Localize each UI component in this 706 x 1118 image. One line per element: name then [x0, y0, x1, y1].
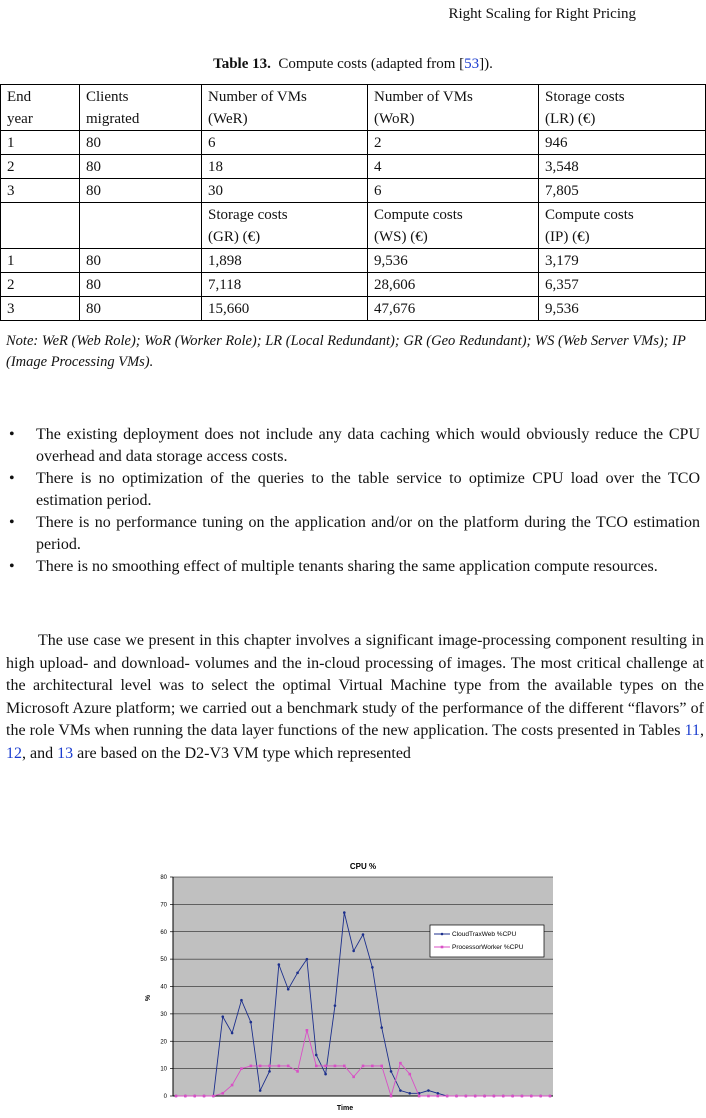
- data-point: [530, 1095, 533, 1098]
- header-line: [86, 226, 195, 248]
- data-point: [296, 972, 299, 975]
- data-point: [511, 1095, 514, 1098]
- y-tick-label: 80: [160, 875, 167, 881]
- data-point: [231, 1084, 234, 1087]
- data-point: [437, 1092, 440, 1095]
- data-point: [175, 1095, 178, 1098]
- data-point: [549, 1095, 552, 1098]
- data-point: [437, 1095, 440, 1098]
- data-point: [287, 988, 290, 991]
- data-point: [259, 1065, 262, 1068]
- header-line: (GR) (€): [208, 229, 261, 245]
- body-paragraph: [0, 630, 704, 765]
- table-note: Note: WeR (Web Role); WoR (Worker Role); LR (Local Redundant); GR (Geo Redundant); WS (Web Server VMs); IP (Image Processing VMs).: [6, 333, 686, 370]
- y-tick-label: 0: [163, 1094, 167, 1100]
- header-line: (IP) (€): [545, 229, 590, 245]
- table-cell: 15,660: [202, 297, 368, 321]
- legend-box: [430, 925, 544, 957]
- table-header-cell: [1, 85, 80, 131]
- data-point: [240, 999, 243, 1002]
- data-point: [296, 1070, 299, 1073]
- table-cell: 6: [202, 131, 368, 155]
- data-point: [390, 1070, 393, 1073]
- data-point: [334, 1004, 337, 1007]
- list-item: • There is no performance tuning on the application and/or on the platform during the TCO estimation period.: [0, 512, 706, 556]
- data-point: [474, 1095, 477, 1098]
- table-cell: 9,536: [368, 249, 539, 273]
- y-tick-label: 10: [160, 1066, 167, 1073]
- paragraph-text: The use case we present in this chapter involves a significant image-processing component resulting in high upload- and download- volumes and the in-cloud processing of images. The most critical challenge at the architectural level was to select the optimal Virtual Machine type from the available types on the Microsoft Azure platform; we carried out a benchmark study of the performance of the different “flavors” of the role VMs when running the data layer functions of the new application. The costs presented in Tables: [6, 632, 704, 739]
- data-point: [184, 1095, 187, 1098]
- table-row: [1, 249, 706, 273]
- data-point: [446, 1095, 449, 1098]
- y-axis-ticks: [160, 875, 173, 1100]
- chart-title: CPU %: [349, 862, 377, 871]
- data-point: [343, 911, 346, 914]
- data-point: [250, 1065, 253, 1068]
- data-point: [371, 966, 374, 969]
- table-header-cell: [368, 203, 539, 249]
- y-tick-label: 30: [160, 1011, 167, 1018]
- data-point: [521, 1095, 524, 1098]
- data-point: [483, 1095, 486, 1098]
- data-point: [212, 1095, 215, 1098]
- table-cell: 2: [1, 155, 80, 179]
- data-point: [240, 1067, 243, 1070]
- data-point: [315, 1065, 318, 1068]
- table-header-row: [1, 85, 706, 131]
- data-point: [390, 1095, 393, 1098]
- table-cell: 80: [80, 249, 202, 273]
- running-head: Right Scaling for Right Pricing: [448, 6, 636, 22]
- data-point: [343, 1065, 346, 1068]
- y-tick-label: 40: [160, 984, 167, 991]
- data-point: [399, 1089, 402, 1092]
- table-header-cell: [539, 85, 706, 131]
- table-caption-label: Table 13.: [213, 56, 271, 72]
- table-cell: 1,898: [202, 249, 368, 273]
- data-point: [539, 1095, 542, 1098]
- data-point: [278, 963, 281, 966]
- table-cell: 28,606: [368, 273, 539, 297]
- table-cell: 80: [80, 273, 202, 297]
- data-point: [427, 1089, 430, 1092]
- legend-marker-worker: [441, 946, 444, 949]
- header-line: Number of VMs: [374, 89, 473, 105]
- table-ref-link-11[interactable]: 11: [684, 722, 700, 739]
- table-caption-citation-link[interactable]: 53: [464, 56, 480, 72]
- table-caption-text: Compute costs (adapted from [: [278, 56, 465, 72]
- list-item: • The existing deployment does not include any data caching which would obviously reduce the CPU overhead and data storage access costs.: [0, 424, 706, 468]
- header-line: [7, 204, 73, 226]
- table-cell: 80: [80, 155, 202, 179]
- table-header-cell: [202, 85, 368, 131]
- chart-legend: [430, 925, 544, 957]
- header-line: [86, 204, 195, 226]
- header-line: Storage costs: [208, 207, 288, 223]
- data-point: [324, 1073, 327, 1076]
- table-cell: 80: [80, 131, 202, 155]
- y-tick-label: 50: [160, 957, 167, 964]
- data-point: [287, 1065, 290, 1068]
- data-point: [362, 933, 365, 936]
- y-axis-label: %: [145, 994, 152, 1002]
- data-point: [203, 1095, 206, 1098]
- table-header-cell: [368, 85, 539, 131]
- header-line: Clients: [86, 89, 129, 105]
- table-caption-end: ]).: [479, 56, 493, 72]
- data-point: [427, 1095, 430, 1098]
- data-point: [193, 1095, 196, 1098]
- table-header-cell: [80, 85, 202, 131]
- legend-label-web: CloudTraxWeb %CPU: [452, 931, 517, 938]
- table-header-cell: [80, 203, 202, 249]
- data-point: [371, 1065, 374, 1068]
- table-cell: 7,118: [202, 273, 368, 297]
- table-cell: 4: [368, 155, 539, 179]
- data-point: [278, 1065, 281, 1068]
- data-point: [502, 1095, 505, 1098]
- data-point: [399, 1062, 402, 1065]
- data-point: [268, 1065, 271, 1068]
- table-cell: 1: [1, 131, 80, 155]
- table-cell: 80: [80, 297, 202, 321]
- table-header-cell: [539, 203, 706, 249]
- data-point: [455, 1095, 458, 1098]
- data-point: [352, 950, 355, 953]
- table-cell: 3,179: [539, 249, 706, 273]
- table-cell: 80: [80, 179, 202, 203]
- table-cell: 30: [202, 179, 368, 203]
- header-line: (WoR): [374, 111, 415, 127]
- header-line: (WeR): [208, 111, 248, 127]
- data-point: [418, 1095, 421, 1098]
- list-item: • There is no smoothing effect of multiple tenants sharing the same application compute resources.: [0, 556, 706, 578]
- table-row: [1, 297, 706, 321]
- data-point: [465, 1095, 468, 1098]
- data-point: [324, 1065, 327, 1068]
- table-row: [1, 155, 706, 179]
- data-point: [408, 1073, 411, 1076]
- table-header-row: [1, 203, 706, 249]
- data-point: [221, 1092, 224, 1095]
- table-ref-link-13[interactable]: 13: [57, 744, 74, 762]
- header-line: Number of VMs: [208, 89, 307, 105]
- legend-marker-web: [441, 933, 444, 936]
- paragraph-sep: , and: [22, 744, 58, 762]
- header-line: year: [7, 111, 33, 127]
- table-header-cell: [202, 203, 368, 249]
- data-point: [380, 1065, 383, 1068]
- table-cell: 9,536: [539, 297, 706, 321]
- table-header-cell: [1, 203, 80, 249]
- header-line: migrated: [86, 111, 140, 127]
- data-point: [334, 1065, 337, 1068]
- y-tick-label: 20: [160, 1039, 167, 1046]
- data-point: [306, 1029, 309, 1032]
- table-cell: 18: [202, 155, 368, 179]
- data-point: [250, 1021, 253, 1024]
- table-caption: [0, 56, 706, 73]
- y-tick-label: 60: [160, 929, 167, 936]
- y-tick-label: 70: [160, 902, 167, 909]
- table-row: [1, 179, 706, 203]
- table-cell: 3,548: [539, 155, 706, 179]
- assumption-list: [0, 424, 706, 578]
- table-cell: 1: [1, 249, 80, 273]
- table-cell: 47,676: [368, 297, 539, 321]
- data-point: [221, 1015, 224, 1018]
- data-point: [268, 1070, 271, 1073]
- header-line: [7, 226, 73, 248]
- table-cell: 2: [1, 273, 80, 297]
- paragraph-text-end: are based on the D2-V3 VM type which represented: [73, 744, 411, 762]
- data-point: [259, 1089, 262, 1092]
- data-point: [306, 958, 309, 961]
- table-cell: 3: [1, 179, 80, 203]
- legend-label-worker: ProcessorWorker %CPU: [452, 944, 524, 951]
- header-line: (WS) (€): [374, 229, 428, 245]
- data-point: [231, 1032, 234, 1035]
- table-row: [1, 273, 706, 297]
- table-ref-link-12[interactable]: 12: [6, 744, 22, 762]
- data-point: [493, 1095, 496, 1098]
- data-point: [362, 1065, 365, 1068]
- paragraph-sep: ,: [700, 722, 704, 739]
- table-cell: 2: [368, 131, 539, 155]
- data-point: [352, 1076, 355, 1079]
- data-point: [315, 1054, 318, 1057]
- data-point: [408, 1092, 411, 1095]
- cpu-chart: [140, 858, 565, 1116]
- header-line: Storage costs: [545, 89, 625, 105]
- table-row: [1, 131, 706, 155]
- table-cell: 946: [539, 131, 706, 155]
- data-point: [380, 1026, 383, 1029]
- header-line: Compute costs: [545, 207, 634, 223]
- table-cell: 6: [368, 179, 539, 203]
- header-line: End: [7, 89, 32, 105]
- compute-costs-table: [0, 84, 706, 321]
- x-axis-label: Time: [336, 1105, 354, 1112]
- table-cell: 7,805: [539, 179, 706, 203]
- header-line: (LR) (€): [545, 111, 596, 127]
- header-line: Compute costs: [374, 207, 463, 223]
- table-cell: 3: [1, 297, 80, 321]
- table-cell: 6,357: [539, 273, 706, 297]
- list-item: • There is no optimization of the queries to the table service to optimize CPU load over the TCO estimation period.: [0, 468, 706, 512]
